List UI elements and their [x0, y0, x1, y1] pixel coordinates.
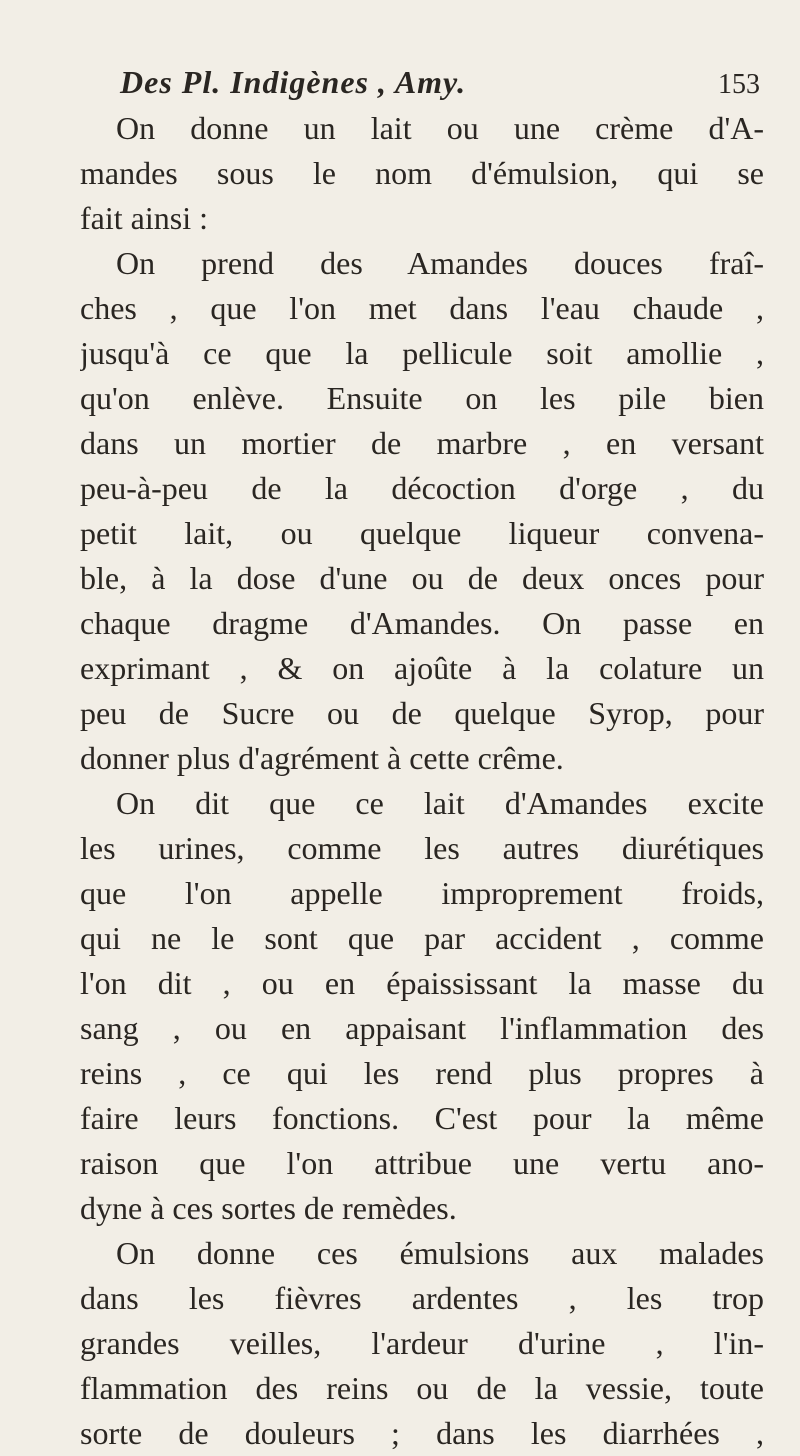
- text-line: On dit que ce lait d'Amandes excite: [116, 785, 764, 821]
- text-line: flammation des reins ou de la vessie, toute: [80, 1370, 764, 1406]
- text-line: On prend des Amandes douces fraî-: [116, 245, 764, 281]
- text-line: dans les fièvres ardentes , les trop: [80, 1280, 764, 1316]
- page-number: 153: [718, 69, 760, 100]
- text-line: raison que l'on attribue une vertu ano-: [80, 1145, 764, 1181]
- text-line: sang , ou en appaisant l'inflammation des: [80, 1010, 764, 1046]
- text-line: On donne un lait ou une crème d'A-: [116, 110, 764, 146]
- text-line: jusqu'à ce que la pellicule soit amollie ,: [80, 335, 764, 371]
- text-line: peu-à-peu de la décoction d'orge , du: [80, 470, 764, 506]
- text-line: sorte de douleurs ; dans les diarrhées ,: [80, 1415, 764, 1451]
- text-line: peu de Sucre ou de quelque Syrop, pour: [80, 695, 764, 731]
- text-line: grandes veilles, l'ardeur d'urine , l'in-: [80, 1325, 764, 1361]
- text-line: qui ne le sont que par accident , comme: [80, 920, 764, 956]
- text-line: chaque dragme d'Amandes. On passe en: [80, 605, 764, 641]
- text-line: dans un mortier de marbre , en versant: [80, 425, 764, 461]
- text-line: ches , que l'on met dans l'eau chaude ,: [80, 290, 764, 326]
- text-line: les urines, comme les autres diurétiques: [80, 830, 764, 866]
- page-header: [120, 64, 760, 108]
- text-line: fait ainsi :: [80, 200, 208, 236]
- text-line: l'on dit , ou en épaississant la masse du: [80, 965, 764, 1001]
- text-line: reins , ce qui les rend plus propres à: [80, 1055, 764, 1091]
- text-line: ble, à la dose d'une ou de deux onces pour: [80, 560, 764, 596]
- body-text: [80, 106, 764, 1456]
- text-line: qu'on enlève. Ensuite on les pile bien: [80, 380, 764, 416]
- text-line: donner plus d'agrément à cette crême.: [80, 740, 564, 776]
- text-line: faire leurs fonctions. C'est pour la même: [80, 1100, 764, 1136]
- text-line: petit lait, ou quelque liqueur convena-: [80, 515, 764, 551]
- text-line: mandes sous le nom d'émulsion, qui se: [80, 155, 764, 191]
- text-line: que l'on appelle improprement froids,: [80, 875, 764, 911]
- text-line: exprimant , & on ajoûte à la colature un: [80, 650, 764, 686]
- text-line: dyne à ces sortes de remèdes.: [80, 1190, 457, 1226]
- running-title: Des Pl. Indigènes , Amy.: [120, 64, 467, 100]
- text-line: On donne ces émulsions aux malades: [116, 1235, 764, 1271]
